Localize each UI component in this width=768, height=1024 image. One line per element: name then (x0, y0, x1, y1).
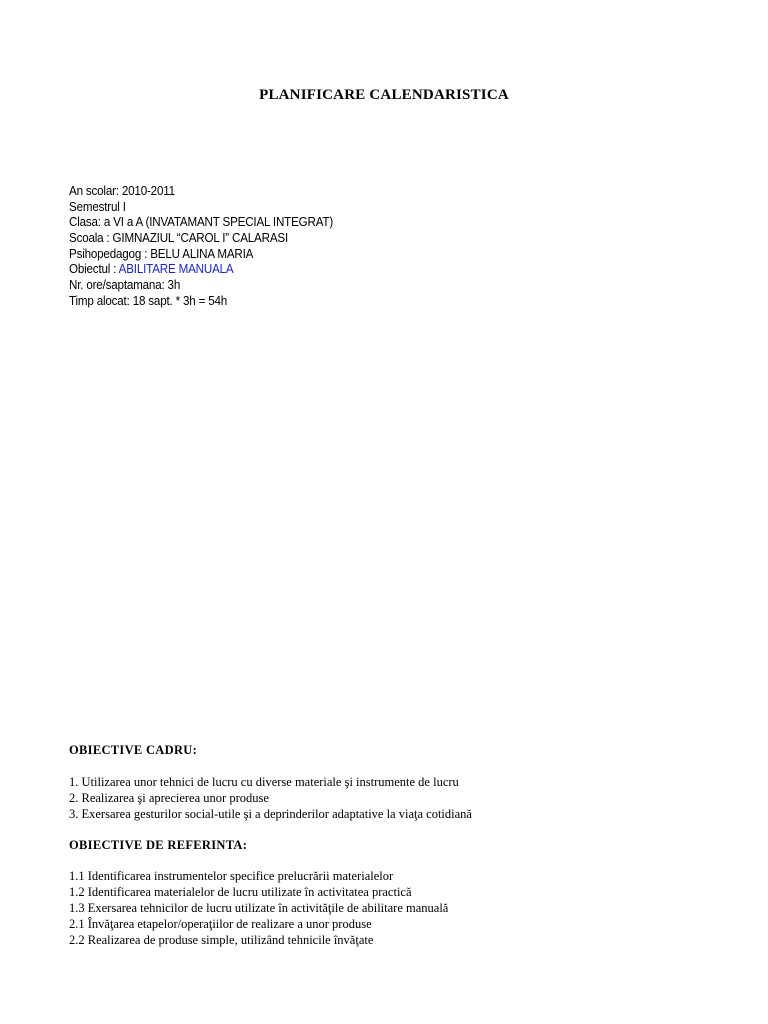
obiective-cadru-list (69, 774, 472, 822)
clasa-line: Clasa: a VI a A (INVATAMANT SPECIAL INTEGRAT) (69, 215, 334, 230)
obiectul-value: ABILITARE MANUALA (118, 262, 234, 277)
obiective-referinta-heading: OBIECTIVE DE REFERINTA: (69, 838, 248, 852)
obiectiv-cadru-item: 1. Utilizarea unor tehnici de lucru cu diverse materiale şi instrumente de lucru (69, 775, 459, 789)
obiectiv-referinta-item: 1.2 Identificarea materialelor de lucru utilizate în activitatea practică (69, 885, 412, 899)
info-block (69, 184, 333, 310)
document-title: PLANIFICARE CALENDARISTICA (259, 87, 509, 103)
obiective-cadru-heading: OBIECTIVE CADRU: (69, 743, 198, 757)
psihopedagog-line: Psihopedagog : BELU ALINA MARIA (69, 246, 254, 261)
obiective-referinta-list (69, 868, 448, 948)
obiectiv-referinta-item: 2.1 Învăţarea etapelor/operaţiilor de realizare a unor produse (69, 917, 372, 931)
obiectiv-referinta-item: 1.3 Exersarea tehnicilor de lucru utilizate în activităţile de abilitare manuală (69, 901, 449, 915)
an-scolar-line: An scolar: 2010-2011 (69, 184, 175, 198)
scoala-line: Scoala : GIMNAZIUL “CAROL I” CALARASI (69, 231, 289, 246)
obiectul-line (69, 262, 333, 278)
timp-alocat-line: Timp alocat: 18 sapt. * 3h = 54h (69, 293, 228, 308)
obiectiv-referinta-item: 2.2 Realizarea de produse simple, utilizând tehnicile învăţate (69, 933, 374, 947)
semestrul-line: Semestrul I (69, 199, 126, 214)
obiectiv-referinta-item: 1.1 Identificarea instrumentelor specifice prelucrării materialelor (69, 869, 394, 883)
obiectul-label: Obiectul : (69, 262, 119, 277)
nr-ore-line: Nr. ore/saptamana: 3h (69, 278, 181, 293)
obiectiv-cadru-item: 3. Exersarea gesturilor social-utile şi a deprinderilor adaptative la viaţa cotidiană (69, 807, 472, 821)
obiectiv-cadru-item: 2. Realizarea şi aprecierea unor produse (69, 791, 269, 805)
